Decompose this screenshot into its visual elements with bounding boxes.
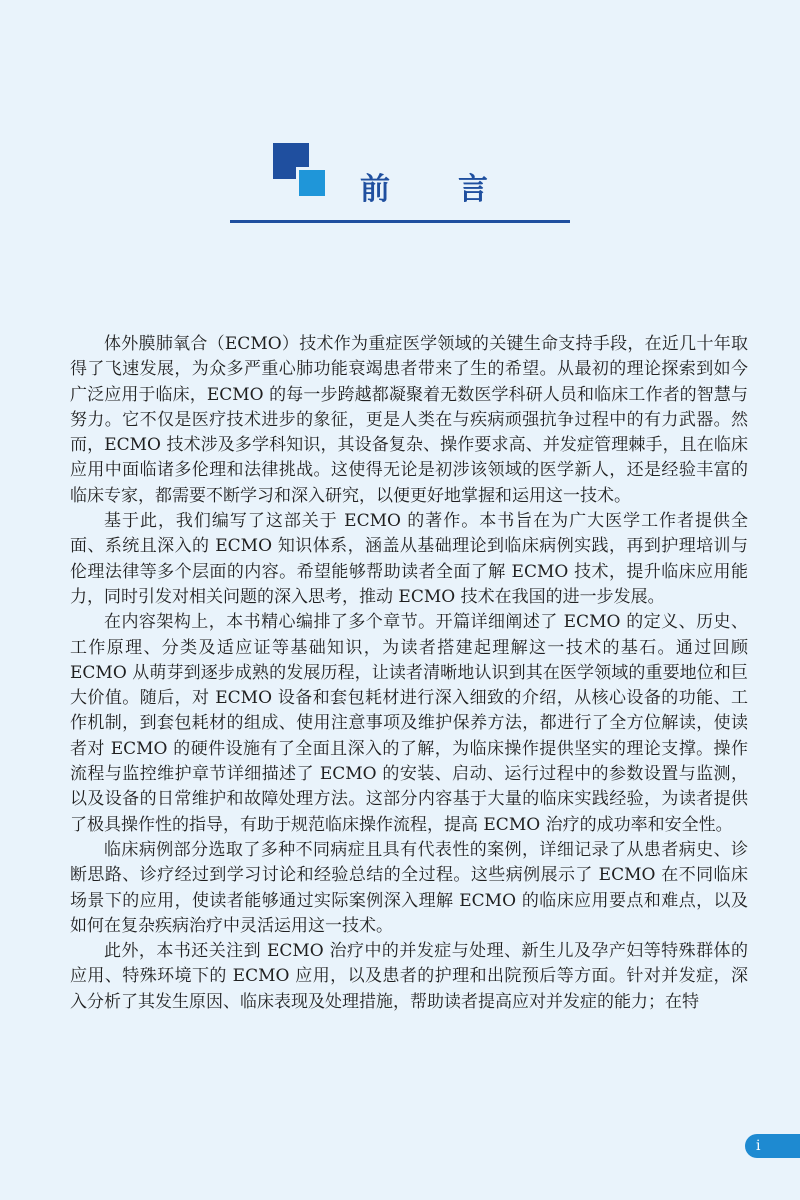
title-underline bbox=[230, 220, 570, 223]
decor-square-light bbox=[296, 167, 325, 196]
preface-body bbox=[70, 332, 748, 1015]
paragraph: 体外膜肺氧合（ECMO）技术作为重症医学领域的关键生命支持手段，在近几十年取得了飞速发展，为众多严重心肺功能衰竭患者带来了生的希望。从最初的理论探索到如今广泛应用于临床，ECMO 的每一步跨越都凝聚着无数医学科研人员和临床工作者的智慧与努力。它不仅是医疗技术进步的象征，更是人类在与疾病顽强抗争过程中的有力武器。然而，ECMO 技术涉及多学科知识，其设备复杂、操作要求高、并发症管理棘手，且在临床应用中面临诸多伦理和法律挑战。这使得无论是初涉该领域的医学新人，还是经验丰富的临床专家，都需要不断学习和深入研究，以便更好地掌握和运用这一技术。 bbox=[70, 334, 748, 506]
chapter-header bbox=[0, 0, 800, 240]
paragraph: 临床病例部分选取了多种不同病症且具有代表性的案例，详细记录了从患者病史、诊断思路、诊疗经过到学习讨论和经验总结的全过程。这些病例展示了 ECMO 在不同临床场景下的应用，使读者能够通过实际案例深入理解 ECMO 的临床应用要点和难点，以及如何在复杂疾病治疗中灵活运用这一技术。 bbox=[70, 839, 748, 936]
page-title: 前言 bbox=[360, 172, 556, 207]
paragraph: 此外，本书还关注到 ECMO 治疗中的并发症与处理、新生儿及孕产妇等特殊群体的应用、特殊环境下的 ECMO 应用，以及患者的护理和出院预后等方面。针对并发症，深入分析了其发生原因、临床表现及处理措施，帮助读者提高应对并发症的能力；在特 bbox=[70, 941, 748, 1012]
page-number: i bbox=[756, 1138, 761, 1154]
page-number-tab bbox=[745, 1134, 800, 1158]
paragraph: 在内容架构上，本书精心编排了多个章节。开篇详细阐述了 ECMO 的定义、历史、工作原理、分类及适应证等基础知识，为读者搭建起理解这一技术的基石。通过回顾 ECMO 从萌芽到逐步成熟的发展历程，让读者清晰地认识到其在医学领域的重要地位和巨大价值。随后，对 ECMO 设备和套包耗材进行深入细致的介绍，从核心设备的功能、工作机制，到套包耗材的组成、使用注意事项及维护保养方法，都进行了全方位解读，使读者对 ECMO 的硬件设施有了全面且深入的了解，为临床操作提供坚实的理论支撑。操作流程与监控维护章节详细描述了 ECMO 的安装、启动、运行过程中的参数设置与监测，以及设备的日常维护和故障处理方法。这部分内容基于大量的临床实践经验，为读者提供了极具操作性的指导，有助于规范临床操作流程，提高 ECMO 治疗的成功率和安全性。 bbox=[70, 612, 748, 835]
paragraph: 基于此，我们编写了这部关于 ECMO 的著作。本书旨在为广大医学工作者提供全面、系统且深入的 ECMO 知识体系，涵盖从基础理论到临床病例实践，再到护理培训与伦理法律等多个层面的内容。希望能够帮助读者全面了解 ECMO 技术，提升临床应用能力，同时引发对相关问题的深入思考，推动 ECMO 技术在我国的进一步发展。 bbox=[70, 511, 748, 607]
